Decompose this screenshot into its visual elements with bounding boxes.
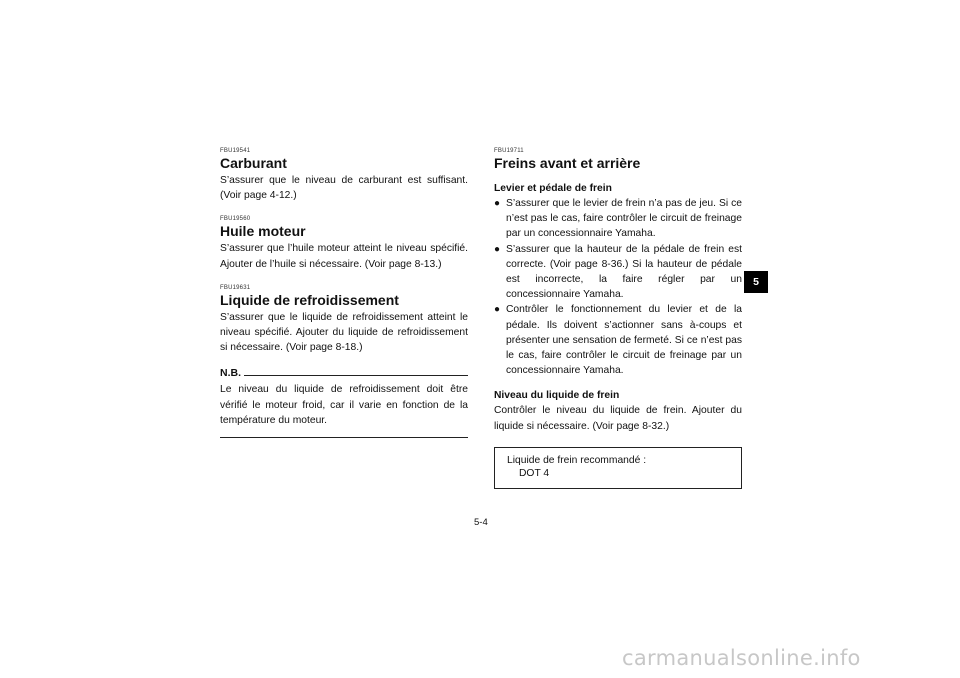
section-text: S’assurer que le niveau de carburant est suffisant. (Voir page 4-12.)	[220, 175, 468, 202]
note-header	[220, 367, 468, 379]
box-value: DOT 4	[519, 468, 550, 480]
section-code: FBU19541	[220, 148, 251, 154]
list-item-text: Contrôler le fonctionnement du levier et de la pédale. Ils doivent s’actionner sans à-coups et présenter une sensation de fermeté. Si ce n’est pas le cas, faire contrôler le circuit de freinage par un concessionnaire Yamaha.	[506, 304, 742, 377]
bullet-icon: ●	[494, 243, 501, 255]
chapter-tab: 5	[744, 271, 768, 293]
list-item	[494, 196, 742, 242]
recommended-fluid-box	[494, 447, 742, 489]
box-label: Liquide de frein recommandé :	[507, 454, 647, 466]
section-text: S’assurer que l’huile moteur atteint le niveau spécifié. Ajouter de l’huile si nécessaire. (Voir page 8-13.)	[220, 243, 468, 270]
subsection-title-lever-pedal: Levier et pédale de frein	[494, 183, 612, 194]
section-title: Huile moteur	[220, 223, 306, 240]
section-title: Liquide de refroidissement	[220, 291, 399, 308]
section-code: FBU19631	[220, 284, 251, 291]
bullet-icon: ●	[494, 304, 501, 316]
bullet-list	[494, 196, 742, 378]
section-title: Carburant	[220, 155, 287, 171]
note-block	[220, 367, 468, 438]
list-item-text: S’assurer que le levier de frein n’a pas de jeu. Si ce n’est pas le cas, faire contrôler le circuit de freinage par un concessionnaire Yamaha.	[506, 198, 742, 240]
watermark: carmanualsonline.info	[622, 646, 861, 670]
note-text: Le niveau du liquide de refroidissement doit être vérifié le moteur froid, car il varie en fonction de la température du moteur.	[220, 384, 468, 426]
subsection-title-brake-fluid: Niveau du liquide de frein	[494, 390, 620, 402]
subsection-text: Contrôler le niveau du liquide de frein. Ajouter du liquide si nécessaire. (Voir page 8-32.)	[494, 405, 742, 432]
section-text: S’assurer que le liquide de refroidissement atteint le niveau spécifié. Ajouter du liquide de refroidissement si nécessaire. (Voir page 8-18.)	[220, 311, 468, 354]
section-coolant	[220, 285, 468, 356]
section-code: FBU19560	[220, 216, 251, 223]
list-item	[494, 302, 742, 378]
right-column	[494, 148, 742, 489]
section-fuel	[220, 148, 468, 203]
page-number: 5-4	[474, 517, 488, 528]
note-rule	[244, 375, 468, 376]
list-item	[494, 242, 742, 303]
left-column	[220, 148, 468, 438]
bullet-icon: ●	[494, 198, 501, 209]
note-label: N.B.	[220, 367, 241, 380]
list-item-text: S’assurer que la hauteur de la pédale de frein est correcte. (Voir page 8-36.) Si la hauteur de pédale est incorrecte, la faire régler par un concessionnaire Yamaha.	[506, 243, 742, 301]
note-end-rule	[220, 437, 468, 438]
section-engine-oil	[220, 216, 468, 271]
section-code: FBU19711	[494, 148, 524, 154]
section-title: Freins avant et arrière	[494, 155, 641, 171]
